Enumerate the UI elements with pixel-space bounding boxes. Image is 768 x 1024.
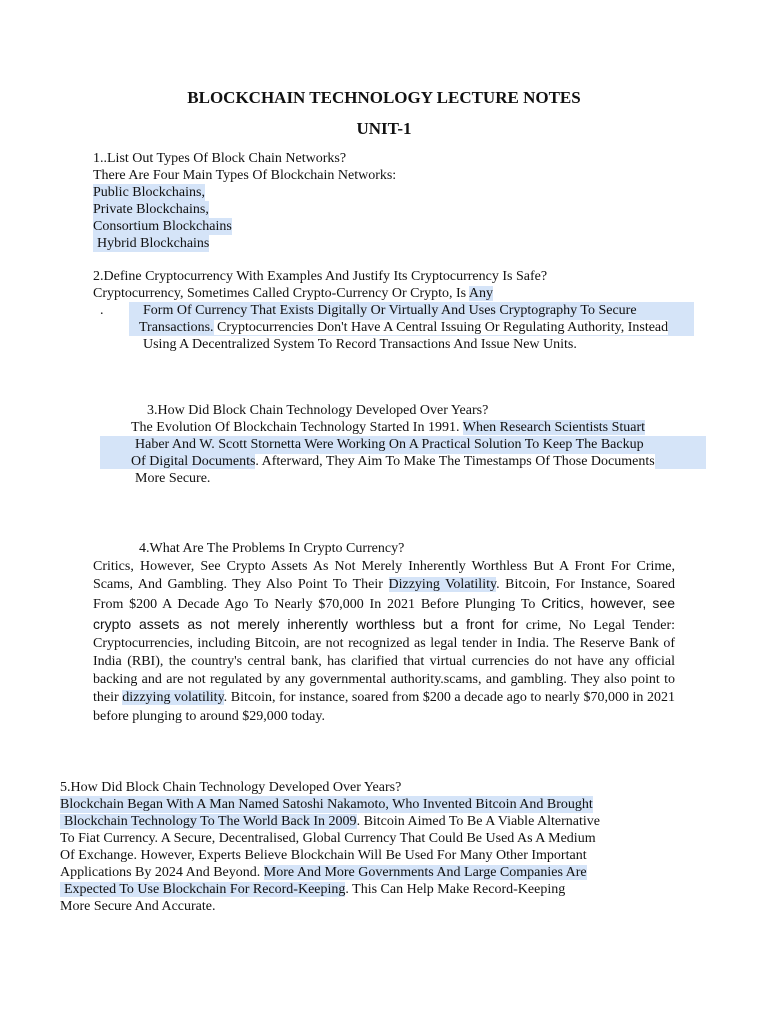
q2-bullet: . <box>100 303 104 318</box>
q2-line1: Cryptocurrency, Sometimes Called Crypto-Currency Or Crypto, Is Any <box>93 286 493 301</box>
q1-intro: There Are Four Main Types Of Blockchain Networks: <box>93 168 397 183</box>
q2-line3: Transactions. Cryptocurrencies Don't Have A Central Issuing Or Regulating Authority, Instead <box>139 320 669 335</box>
q2-line2: Form Of Currency That Exists Digitally Or Virtually And Uses Cryptography To Secure <box>143 303 637 318</box>
q5-line5: Applications By 2024 And Beyond. More And More Governments And Large Companies Are <box>60 865 587 880</box>
q5-line3: To Fiat Currency. A Secure, Decentralised, Global Currency That Could Be Used As A Medium <box>60 831 596 846</box>
q3-question: 3.How Did Block Chain Technology Developed Over Years? <box>147 403 489 418</box>
q3-line1: The Evolution Of Blockchain Technology Started In 1991. When Research Scientists Stuart <box>131 420 646 435</box>
q2-question: 2.Define Cryptocurrency With Examples And Justify Its Cryptocurrency Is Safe? <box>93 269 548 284</box>
q5-line6: Expected To Use Blockchain For Record-Keeping. This Can Help Make Record-Keeping <box>60 881 565 898</box>
q3-line4: More Secure. <box>135 471 211 486</box>
q5-line4: Of Exchange. However, Experts Believe Blockchain Will Be Used For Many Other Important <box>60 848 587 863</box>
q4-question: 4.What Are The Problems In Crypto Currency? <box>139 541 405 556</box>
q3-line2: Haber And W. Scott Stornetta Were Working On A Practical Solution To Keep The Backup <box>135 437 644 452</box>
q5-line2: Blockchain Technology To The World Back In 2009. Bitcoin Aimed To Be A Viable Alternative <box>60 813 600 830</box>
document-title: BLOCKCHAIN TECHNOLOGY LECTURE NOTES <box>187 88 581 107</box>
q1-question: 1..List Out Types Of Block Chain Networks? <box>93 151 347 166</box>
q3-line3: Of Digital Documents. Afterward, They Aim To Make The Timestamps Of Those Documents <box>131 454 655 469</box>
q2-line4: Using A Decentralized System To Record Transactions And Issue New Units. <box>143 337 577 352</box>
q5-line1: Blockchain Began With A Man Named Satoshi Nakamoto, Who Invented Bitcoin And Brought <box>60 797 593 812</box>
q1-item-private: Private Blockchains, <box>93 202 209 217</box>
q1-item-public: Public Blockchains, <box>93 185 205 200</box>
q1-item-consortium: Consortium Blockchains <box>93 219 232 234</box>
unit-heading: UNIT-1 <box>356 119 412 138</box>
q4-paragraph: Critics, However, See Crypto Assets As Not Merely Inherently Worthless But A Front For Crime, Scams, And Gambling. They Also Point To Their Dizzying Volatility. Bitcoin, For Instance, Soared From $200 A Decade Ago To Nearly $70,000 In 2021 Before Plunging To Critics, however, see crypto assets as not merely inherently worthless but a front for crime, No Legal Tender: Cryptocurrencies, including Bitcoin, are not recognized as legal tender in India. The Reserve Bank of India (RBI), the country's central bank, has clarified that virtual currencies do not have any official backing and are not regulated by any governmental authority.scams, and gambling. They also point to their dizzying volatility. Bitcoin, for instance, soared from $200 a decade ago to nearly $70,000 in 2021 before plunging to around $29,000 today. <box>93 559 676 724</box>
q5-line7: More Secure And Accurate. <box>60 899 216 914</box>
q1-item-hybrid: Hybrid Blockchains <box>93 235 209 252</box>
q5-question: 5.How Did Block Chain Technology Developed Over Years? <box>60 780 402 795</box>
